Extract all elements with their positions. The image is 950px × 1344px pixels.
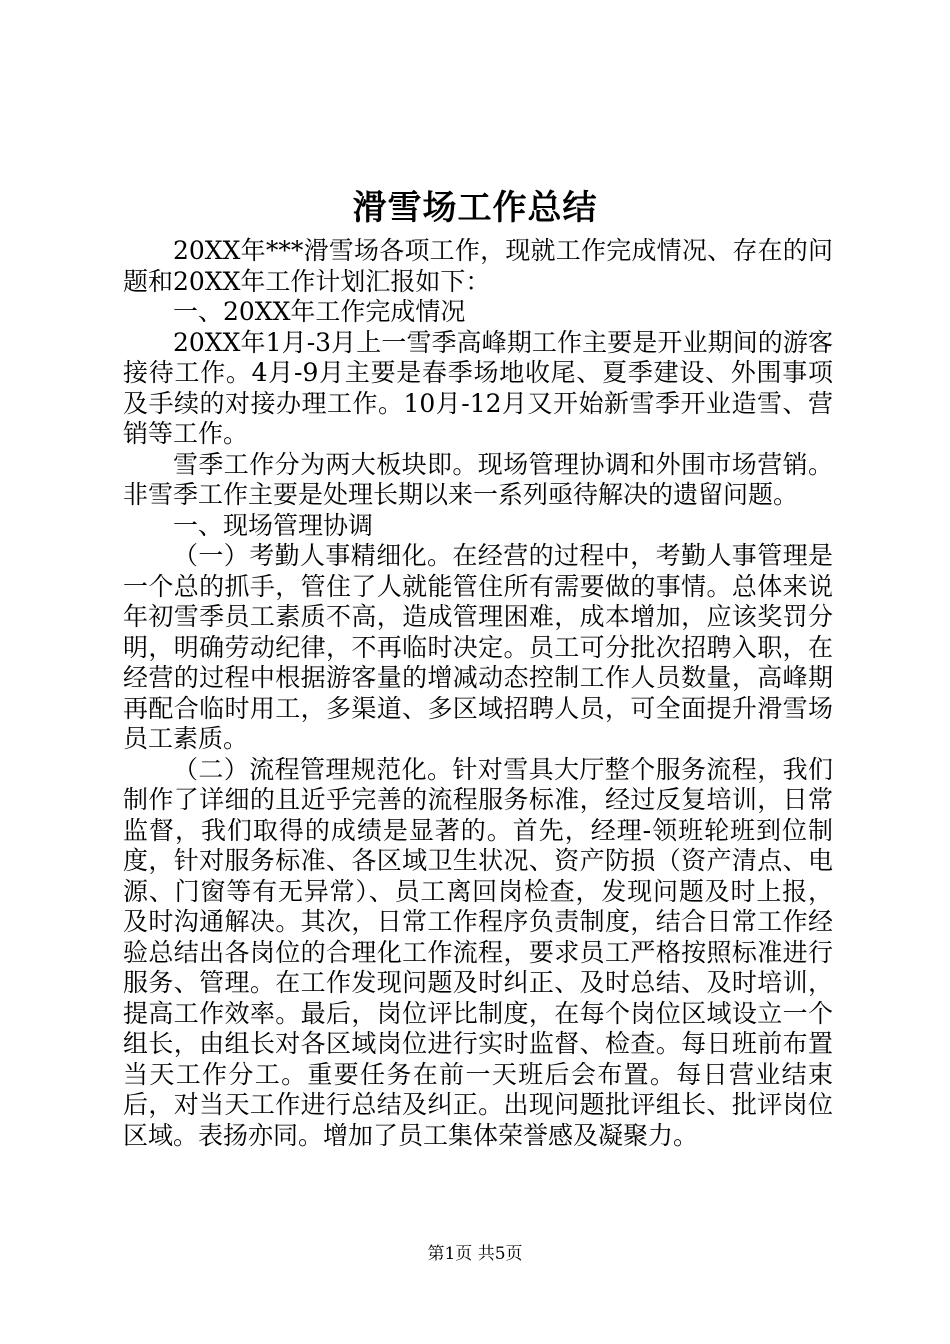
paragraph: （二）流程管理规范化。针对雪具大厅整个服务流程，我们制作了详细的且近乎完善的流程服务标准，经过反复培训，日常监督，我们取得的成绩是显著的。首先，经理-领班轮班到位制度，针对服务标准、各区域卫生状况、资产防损（资产清点、电源、门窗等有无异常）、员工离回岗检查，发现问题及时上报，及时沟通解决。其次，日常工作程序负责制度，结合日常工作经验总结出各岗位的合理化工作流程，要求员工严格按照标准进行服务、管理。在工作发现问题及时纠正、及时总结、及时培训，提高工作效率。最后，岗位评比制度，在每个岗位区域设立一个组长，由组长对各区域岗位进行实时监督、检查。每日班前布置当天工作分工。重要任务在前一天班后会布置。每日营业结束后，对当天工作进行总结及纠正。出现问题批评组长、批评岗位区域。表扬亦同。增加了员工集体荣誉感及凝聚力。 (123, 754, 833, 1150)
section-heading: 一、现场管理协调 (173, 510, 374, 540)
section-heading: 一、20XX年工作完成情况 (173, 297, 466, 326)
page-footer: 第1页 共5页 (427, 1244, 523, 1264)
document-title: 滑雪场工作总结 (352, 188, 598, 228)
paragraph: 雪季工作分为两大板块即。现场管理协调和外围市场营销。非雪季工作主要是处理长期以来一系列亟待解决的遗留问题。 (123, 449, 833, 509)
paragraph: （一）考勤人事精细化。在经营的过程中，考勤人事管理是一个总的抓手，管住了人就能管住所有需要做的事情。总体来说年初雪季员工素质不高，造成管理困难，成本增加，应该奖罚分明，明确劳动纪律，不再临时决定。员工可分批次招聘入职，在经营的过程中根据游客量的增减动态控制工作人员数量，高峰期再配合临时用工，多渠道、多区域招聘人员，可全面提升滑雪场员工素质。 (123, 541, 833, 753)
paragraph: 20XX年1月-3月上一雪季高峰期工作主要是开业期间的游客接待工作。4月-9月主要是春季场地收尾、夏季建设、外围事项及手续的对接办理工作。10月-12月又开始新雪季开业造雪、营销等工作。 (123, 327, 833, 448)
document-body (123, 236, 833, 1151)
paragraph: 20XX年***滑雪场各项工作，现就工作完成情况、存在的问题和20XX年工作计划汇报如下： (123, 236, 833, 296)
